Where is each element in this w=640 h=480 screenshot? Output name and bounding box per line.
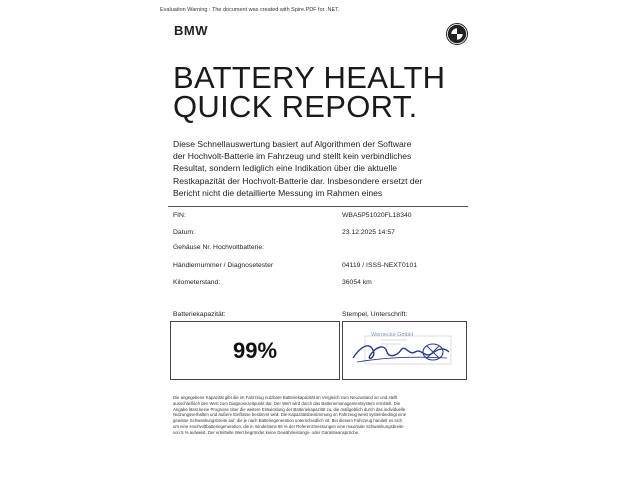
brand-name: BMW xyxy=(174,23,208,38)
report-title xyxy=(173,60,446,124)
report-title-line-2: QUICK REPORT. xyxy=(173,89,418,124)
stamp-company: Wernecke GmbH xyxy=(371,332,414,338)
haendler-label: Händlernummer / Diagnosetester xyxy=(173,262,274,269)
capacity-value: 99% xyxy=(232,337,278,363)
capacity-label: Batteriekapazität: xyxy=(173,311,226,318)
datum-label: Datum: xyxy=(173,229,195,236)
fin-value: WBA5P51020FL18340 xyxy=(342,212,412,219)
stamp-label: Stempel, Unterschrift: xyxy=(342,311,408,318)
km-value: 36054 km xyxy=(342,279,372,286)
report-title-line-1: BATTERY HEALTH xyxy=(173,60,446,95)
datum-value: 23.12.2025 14:57 xyxy=(342,229,395,236)
capacity-box xyxy=(170,321,340,380)
bmw-roundel-icon xyxy=(446,23,468,45)
fin-label: FIN: xyxy=(173,212,186,219)
km-label: Kilometerstand: xyxy=(173,279,221,286)
intro-paragraph: Diese Schnellauswertung basiert auf Algorithmen der Software der Hochvolt-Batterie im Fahrzeug und stellt kein verbindliches Resultat, sondern lediglich eine Indikation über die aktuelle Restkapazität der Hochvolt-Batterie dar. Insbesondere ersetzt der Bericht nicht die detaillierte Messung im Rahmen eines xyxy=(173,139,423,198)
signature-stamp-mark xyxy=(351,328,459,372)
stamp-box xyxy=(342,321,467,380)
divider xyxy=(168,206,468,207)
gehaeuse-label: Gehäuse Nr. Hochvoltbatterie: xyxy=(173,244,265,251)
haendler-value: 04119 / ISSS-NEXT0101 xyxy=(342,262,418,269)
disclaimer-text: Die angegebene Kapazität gibt die im Fahrzeug nutzbare Batteriekapazität im Vergleich zum Neuzustand an und stellt ausschließlich den Wert zum Diagnosezeitpunkt dar. Der Wert wird durch das Batteriemanagementsystem ermittelt. Die Angabe lässt keine Prognose über die weitere Entwicklung der Batteriekapazität zu, die maßgeblich durch das individuelle Nutzungsverhalten und äußere Einflüsse bestimmt wird. Die Kapazitätsbestimmung im Fahrzeug weist systembedingt eine gewisse Schwankungsbreite auf, die je nach Batteriegeneration unterschiedlich ist. Bei diesem Fahrzeug handelt es sich um eine Hochvoltbatteriegeneration, die in mindestens 66 % der Referenzmessungen eine maximale Schwankungsbreite von 5 % aufweist. Der ermittelte Wert begründet keine Gewährleistungs- oder Garantieansprüche. xyxy=(173,395,407,435)
evaluation-warning: Evaluation Warning : The document was created with Spire.PDF for .NET. xyxy=(160,7,340,13)
